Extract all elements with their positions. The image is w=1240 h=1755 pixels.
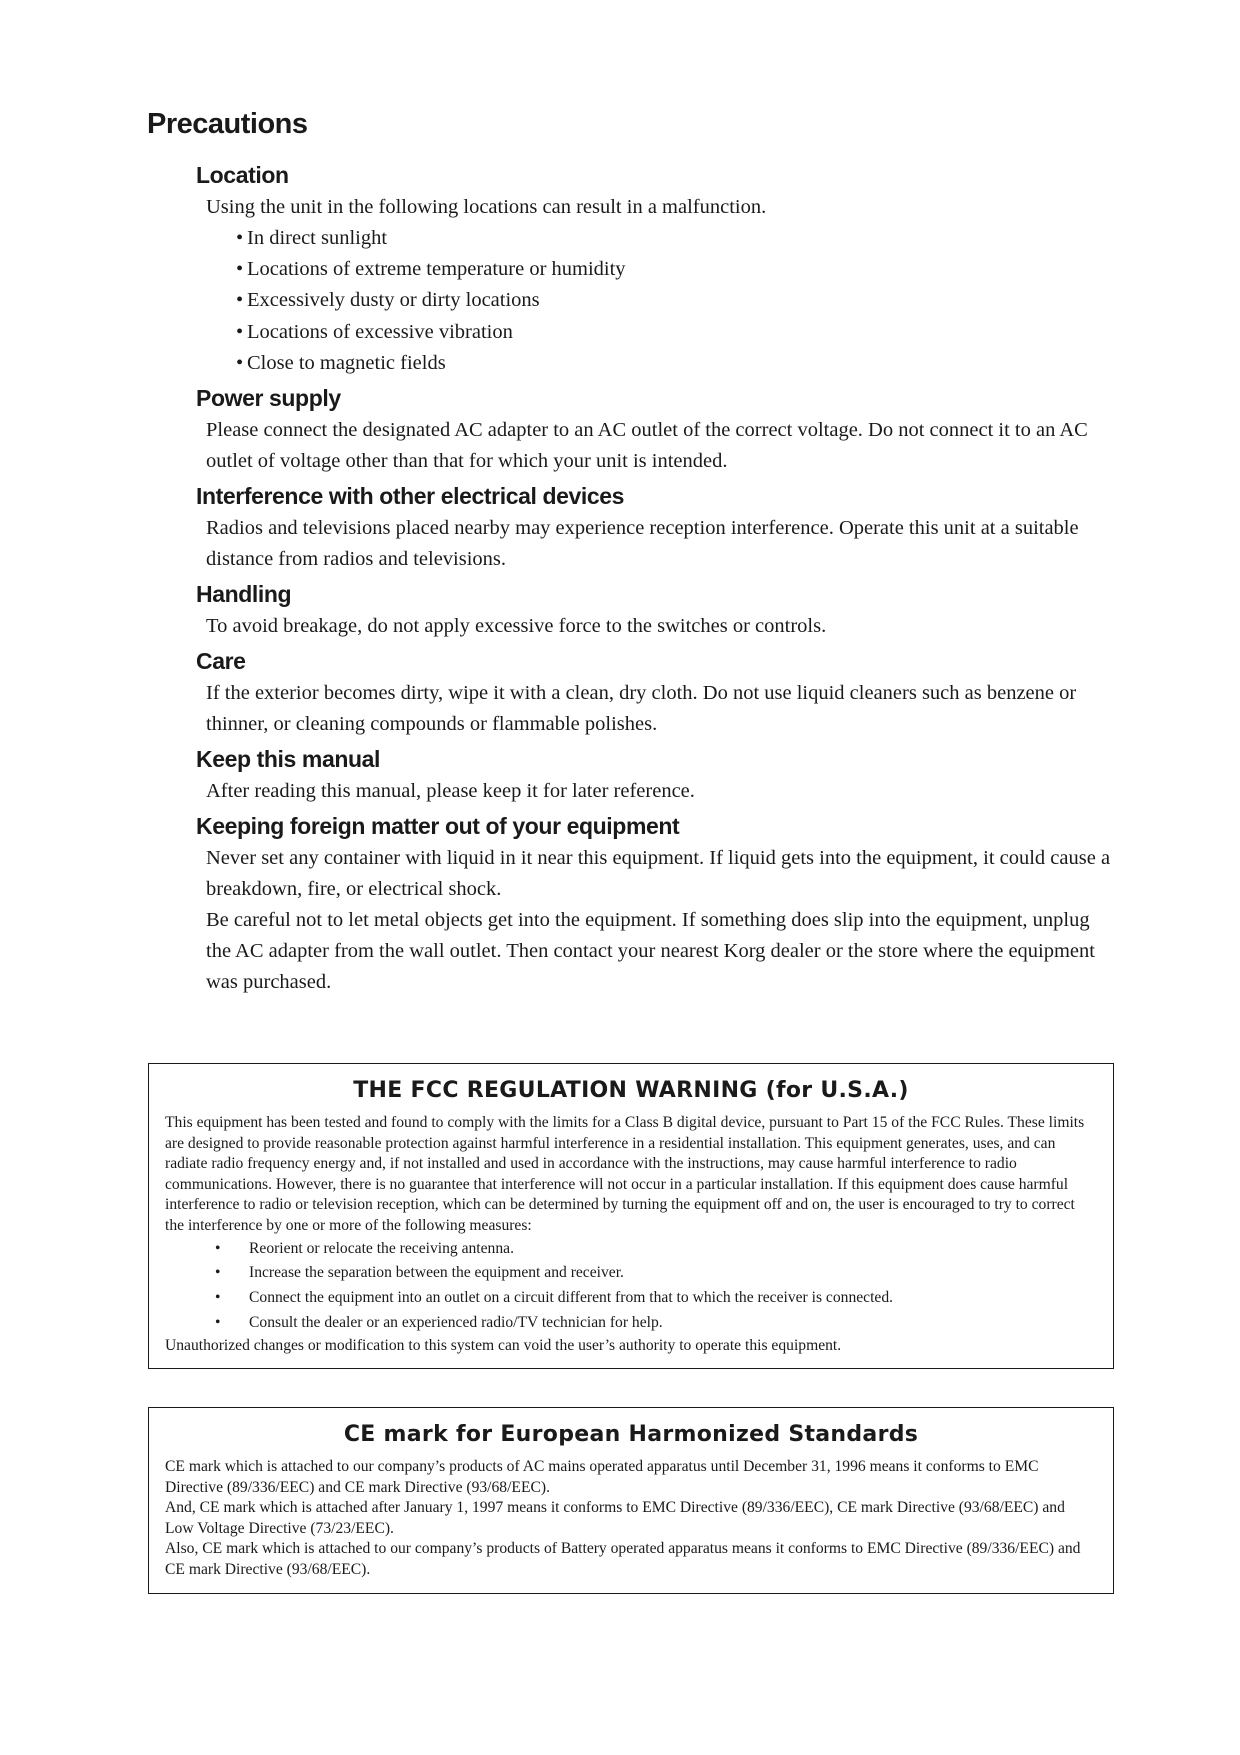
list-item: • Locations of extreme temperature or humidity <box>236 254 1116 285</box>
list-item: • Close to magnetic fields <box>236 348 1116 379</box>
section-interference <box>196 479 1116 575</box>
list-item: • Excessively dusty or dirty locations <box>236 285 1116 316</box>
bullet-icon: • <box>215 1289 221 1307</box>
section-heading: Care <box>196 648 246 675</box>
bullet-icon: • <box>215 1239 221 1257</box>
ce-paragraph: CE mark which is attached to our company’s products of AC mains operated apparatus until December 31, 1996 means it conforms to EMC Directive (89/336/EEC) and CE mark Directive (93/68/EEC). <box>165 1458 1039 1496</box>
list-item: • Connect the equipment into an outlet on a circuit different from that to which the receiver is connected. <box>215 1286 1097 1311</box>
location-bullet-list <box>206 223 1116 379</box>
fcc-bullet-list <box>165 1237 1097 1336</box>
section-power-supply <box>196 381 1116 477</box>
page-title: Precautions <box>147 108 308 140</box>
bullet-icon: • <box>236 320 244 343</box>
section-heading: Power supply <box>196 385 341 412</box>
section-heading: Handling <box>196 581 292 608</box>
precautions-sections <box>196 158 1116 1000</box>
section-paragraph: Please connect the designated AC adapter to an AC outlet of the correct voltage. Do not connect it to an AC outlet of voltage other than that for which your unit is intended. <box>206 419 1088 473</box>
section-foreign-matter <box>196 809 1116 998</box>
section-handling <box>196 577 1116 642</box>
ce-paragraph: Also, CE mark which is attached to our company’s products of Battery operated apparatus means it conforms to EMC Directive (89/336/EEC) and CE mark Directive (93/68/EEC). <box>165 1540 1081 1578</box>
fcc-warning-box <box>148 1063 1114 1369</box>
fcc-footer: Unauthorized changes or modification to this system can void the user’s authority to operate this equipment. <box>165 1336 842 1354</box>
list-item: • Consult the dealer or an experienced radio/TV technician for help. <box>215 1311 1097 1336</box>
ce-mark-box <box>148 1407 1114 1594</box>
bullet-icon: • <box>236 258 244 281</box>
section-paragraph: Never set any container with liquid in it near this equipment. If liquid gets into the equipment, it could cause a breakdown, fire, or electrical shock. <box>206 847 1111 901</box>
section-paragraph: Radios and televisions placed nearby may experience reception interference. Operate this unit at a suitable distance from radios and televisions. <box>206 517 1079 571</box>
list-item: • Reorient or relocate the receiving antenna. <box>215 1237 1097 1262</box>
fcc-intro: This equipment has been tested and found to comply with the limits for a Class B digital device, pursuant to Part 15 of the FCC Rules. These limits are designed to provide reasonable protection against harmful interference in a residential installation. This equipment generates, uses, and can radiate radio frequency energy and, if not installed and used in accordance with the instructions, may cause harmful interference to radio communications. However, there is no guarantee that interference will not occur in a particular installation. If this equipment does cause harmful interference to radio or television reception, which can be determined by turning the equipment off and on, the user is encouraged to try to correct the interference by one or more of the following measures: <box>165 1114 1085 1234</box>
section-paragraph: To avoid breakage, do not apply excessive force to the switches or controls. <box>206 615 827 638</box>
section-heading: Interference with other electrical devices <box>196 483 625 510</box>
fcc-heading: THE FCC REGULATION WARNING (for U.S.A.) <box>353 1078 909 1103</box>
bullet-icon: • <box>236 351 244 374</box>
bullet-icon: • <box>236 289 244 312</box>
section-keep-manual <box>196 742 1116 807</box>
section-paragraph: Be careful not to let metal objects get into the equipment. If something does slip into the equipment, unplug the AC adapter from the wall outlet. Then contact your nearest Korg dealer or the store where the equipment was purchased. <box>206 909 1095 994</box>
list-item: • In direct sunlight <box>236 223 1116 254</box>
section-heading: Keep this manual <box>196 746 381 773</box>
section-care <box>196 644 1116 740</box>
section-paragraph: If the exterior becomes dirty, wipe it with a clean, dry cloth. Do not use liquid cleaners such as benzene or thinner, or cleaning compounds or flammable polishes. <box>206 682 1077 736</box>
list-item: • Locations of excessive vibration <box>236 317 1116 348</box>
ce-heading: CE mark for European Harmonized Standards <box>343 1422 919 1447</box>
section-paragraph: After reading this manual, please keep it for later reference. <box>206 780 695 803</box>
ce-paragraph: And, CE mark which is attached after January 1, 1997 means it conforms to EMC Directive (89/336/EEC), CE mark Directive (93/68/EEC) and Low Voltage Directive (73/23/EEC). <box>165 1499 1065 1537</box>
list-item: • Increase the separation between the equipment and receiver. <box>215 1261 1097 1286</box>
section-paragraph: Using the unit in the following locations can result in a malfunction. <box>206 196 767 218</box>
bullet-icon: • <box>236 227 244 249</box>
section-location <box>196 158 1116 379</box>
bullet-icon: • <box>215 1313 221 1331</box>
section-heading: Keeping foreign matter out of your equipment <box>196 813 680 840</box>
bullet-icon: • <box>215 1264 221 1282</box>
section-heading: Location <box>196 162 289 188</box>
